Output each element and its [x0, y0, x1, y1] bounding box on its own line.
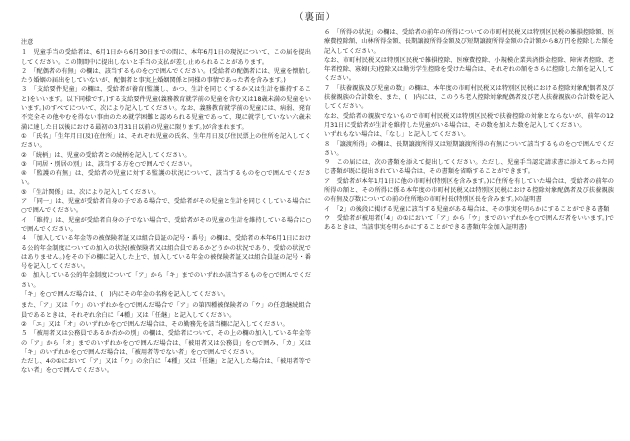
- note-9-item-i: イ 「2」の後段に掲げる児童に該当する児童がある場合は、その事実を明らかにすることができる書類: [324, 205, 610, 213]
- note-1-submission-period: １ 児童手当の受給者は、6月1日から6月30日までの間に、本年6月1日の現況について、この届を提出してください。この期間中に提出しないと手当の支払が差し止められることがあります。: [21, 49, 311, 66]
- note-4-pension: ４ 「加入している年金等の被保険者証又は組合員証の記号・番号」の欄は、受給者の本年6月1日における公的年金制度についての加入の状況(被保険者又は組合員であるかどうかの状況であり、受給の状況ではありません。)をその下の欄に記入した上で、加入している年金の被保険者証又は組合員証の記号・番号を記入してください。: [21, 235, 311, 271]
- note-4-item-1-also: また、「ア」又は「ウ」のいずれかを○で囲んだ場合で「ア」の第四種被保険者の「ウ」の任意継続組合員であるときは、それぞれ余白に「4種」又は「任継」と記入してください。: [21, 302, 311, 319]
- note-5-proviso: ただし、4の①において「ア」又は「ウ」の余白に「4種」又は「任継」と記入した場合は、「被用者等でない者」を○で囲んでください。: [21, 358, 311, 375]
- notes-heading: 注意: [21, 39, 34, 46]
- note-4-item-1: ① 加入している公的年金制度について「ア」から「キ」までのいずれか該当するものを○で囲んでください。: [21, 272, 311, 289]
- note-3-item-5b: イ 「維持」は、児童が受給者自身の子でない場合で、受給者がその児童の生計を維持している場合に○で囲んでください。: [21, 216, 311, 233]
- notes-left-column: [21, 38, 311, 376]
- note-4-item-2: ② 「エ」又は「オ」のいずれかを○で囲んだ場合は、その勤務先を該当欄に記入してください。: [21, 320, 289, 328]
- note-7-dependents: ７ 「扶養親族及び児童の数」の欄は、本年度の市町村民税又は特別区民税における控除対象配偶者及び扶養親族の合計数を、また、( )内には、このうち老人控除対象配偶者及び老人扶養親族の合計数を記入してください。: [324, 84, 614, 111]
- note-3-item-4: ④ 「監護の有無」は、受給者の児童に対する監護の状況について、該当するものを○で囲んでください。: [21, 170, 311, 187]
- note-8-transfer-income: ８ 「譲渡所得」の欄は、長期譲渡所得又は短期譲渡所得の有無について該当するものを○で囲んでください。: [324, 140, 614, 157]
- note-9-attachments: ９ この届には、次の書類を添えて提出してください。ただし、児童手当認定請求書に添えてあった同じ書類が既に提出されている場合は、その書類を省略することができます。: [324, 159, 614, 176]
- note-6-deductions: なお、市町村民税又は特別区民税で雑損控除、医療費控除、小規模企業共済掛金控除、障害者控除、老年者控除、寡婦(夫)控除又は勤労学生控除を受けた場合は、それぞれの額をさらに控除した額を記入してください。: [324, 56, 614, 83]
- note-7-additional: なお、受給者の親族でないもので市町村民税又は特別区民税で扶養控除の対象とならないが、前年の12月31日に受給者が生計を維持した児童がいる場合は、その数を加えた数を記入してください。: [324, 112, 614, 129]
- notes-right-column: [324, 28, 614, 233]
- note-7-none: いずれもない場合は、「なし」と記入してください。: [324, 131, 470, 139]
- note-9-item-u: ウ 受給者が被用者(「4」の①において「ア」から「ウ」までのいずれかを○で囲んだ者をいいます。)であるときは、当該事実を明らかにすることができる書類(年金加入証明書): [324, 214, 614, 232]
- note-9-item-a: ア 受給者が本年1月1日に他の市町村(特別区を含みます。)に住所を有していた場合は、受給者の前年の所得の額と、その所得に係る本年度の市町村民税又は特別区民税における控除対象配偶者及び扶養親族の有無及び数についての前の住所地の市町村長(特別区長を含みます。)の証明書: [324, 177, 614, 204]
- note-3-item-2: ② 「続柄」は、児童の受給者との続柄を記入してください。: [21, 151, 191, 159]
- note-2-spouse: ２ 「配偶者の有無」の欄は、該当するものを○で囲んでください。(受給者の配偶者には、児童を懐胎したう婚姻の届出をしていないが、配偶者と事実上婚姻関係と同様の事情であった者を含みます。): [21, 67, 311, 85]
- page-title: （裏面）: [293, 12, 336, 23]
- note-3-item-5: ⑤ 「生計関係」は、次により記入してください。: [21, 188, 160, 196]
- note-4-item-1-ki: 「キ」を○で囲んだ場合は、( )内にその年金の名称を記入してください。: [21, 291, 230, 299]
- note-6-income: ６ 「所得の状況」の欄は、受給者の前年の所得についての市町村民税又は特別区民税の雑損控除額、医療費控除額、山林所得金額、長期譲渡所得金額及び短期譲渡所得金額の合計額から8万円を控除した額を記入してください。: [324, 29, 614, 55]
- note-3-item-3: ③ 「同居・別居の別」は、該当する方を○で囲んでください。: [21, 160, 196, 168]
- note-3-item-1: ① 「氏名」「生年月日(及)在住所」は、それぞれ児童の氏名、生年月日及び住民票上の住所を記入してください。: [21, 132, 311, 150]
- note-3-item-5a: ア 「同一」は、児童が受給者自身の子である場合で、受給者がその児童と生計を同じくしている場合に○で囲んでください。: [21, 198, 311, 215]
- note-5-employee: ５ 「被用者又は公務員であるか否かの別」の欄は、受給者について、その上の欄の加入している年金等の「ア」から「オ」までのいずれかを○で囲んだ場合は、「被用者又は公務員」を○で囲み、「カ」又は「キ」のいずれかを○で囲んだ場合は、「被用者等でない者」を○で囲んでください。: [21, 330, 311, 356]
- note-3-eligible-children: ３ 「支給要件児童」の欄は、受給者が養育(監護し、かつ、生計を同じくするか又は生計を維持すること)をいいます。以下同様です。)する支給要件児童(義務教育就学前の児童を含む又は18歳未満の児童をいいます。)のすべてについて、次により記入してください。なお、義務教育就学前の児童には、病弱、発育不完全その他やむを得ない事由のため就学困難と認められる児童であって、現に就学していない六歳未満に達した日以後における最初の3月31日以前の児童に限ります。)が含まれます。: [21, 86, 311, 131]
